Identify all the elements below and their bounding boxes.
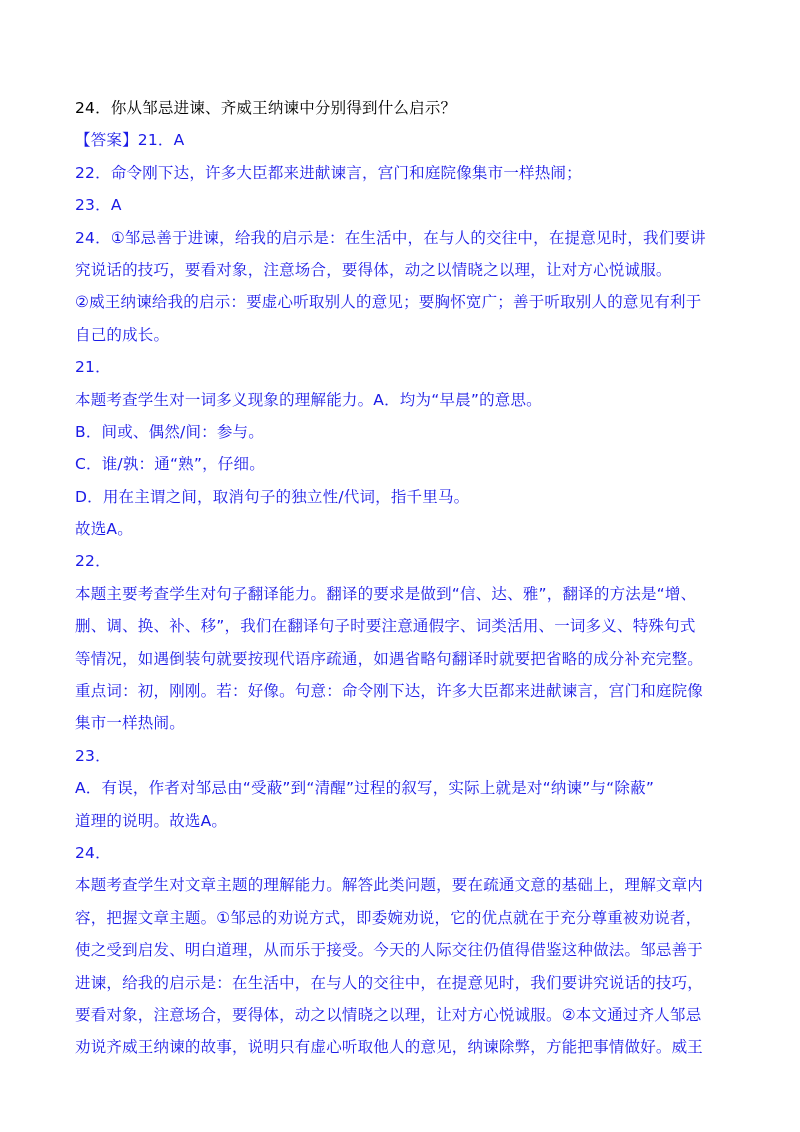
answer-23-line: 23．A — [75, 196, 122, 215]
analysis-23-line-1: A．有误，作者对邹忌由“受蔽”到“清醒”过程的叙写，实际上就是对“纳谏”与“除蔽” — [75, 779, 655, 798]
analysis-21-line-2: B．间或、偶然/间：参与。 — [75, 422, 264, 441]
analysis-21-line-4: D．用在主谓之间，取消句子的独立性/代词，指千里马。 — [75, 487, 470, 506]
answer-header-line: 【答案】21．A — [75, 131, 185, 150]
analysis-22-line-2: 删、调、换、补、移”，我们在翻译句子时要注意通假字、词类活用、一词多义、特殊句式 — [75, 617, 696, 636]
answer-24-line-3: ②威王纳谏给我的启示：要虚心听取别人的意见；要胸怀宽广；善于听取别人的意见有利于 — [75, 293, 702, 312]
analysis-21-line-5: 故选A。 — [75, 520, 133, 539]
analysis-22-heading: 22． — [75, 552, 111, 571]
analysis-24-line-2: 容，把握文章主题。①邹忌的劝说方式，即委婉劝说，它的优点就在于充分尊重被劝说者， — [75, 908, 702, 927]
analysis-21-line-1: 本题考查学生对一词多义现象的理解能力。A．均为“早晨”的意思。 — [75, 390, 542, 409]
answer-24-line-2: 究说话的技巧，要看对象，注意场合，要得体，动之以情晓之以理，让对方心悦诚服。 — [75, 260, 672, 279]
analysis-21-line-3: C．谁/孰：通“熟”，仔细。 — [75, 455, 265, 474]
analysis-22-line-4: 重点词：初，刚刚。若：好像。句意：命令刚下达，许多大臣都来进献谏言，宫门和庭院像 — [75, 682, 704, 701]
analysis-24-line-4: 进谏，给我的启示是：在生活中，在与人的交往中，在提意见时，我们要讲究说话的技巧， — [75, 973, 704, 992]
analysis-24-line-6: 劝说齐威王纳谏的故事，说明只有虚心听取他人的意见，纳谏除弊，方能把事情做好。威王 — [75, 1038, 704, 1057]
question-24-line: 24．你从邹忌进谏、齐威王纳谏中分别得到什么启示？ — [75, 99, 457, 117]
analysis-21-heading: 21． — [75, 358, 111, 377]
analysis-23-heading: 23． — [75, 746, 111, 765]
answer-24-line-1: 24．①邹忌善于进谏，给我的启示是：在生活中，在与人的交往中，在提意见时，我们要讲 — [75, 228, 706, 247]
analysis-24-line-3: 使之受到启发、明白道理，从而乐于接受。今天的人际交往仍值得借鉴这种做法。邹忌善于 — [75, 941, 704, 960]
analysis-24-heading: 24． — [75, 843, 111, 862]
document-body — [75, 92, 735, 1064]
analysis-24-line-1: 本题考查学生对文章主题的理解能力。解答此类问题，要在疏通文意的基础上，理解文章内 — [75, 876, 704, 895]
answer-22-line: 22．命令刚下达，许多大臣都来进献谏言，宫门和庭院像集市一样热闹； — [75, 163, 582, 182]
answer-24-line-4: 自己的成长。 — [75, 325, 170, 344]
analysis-22-line-3: 等情况，如遇倒装句就要按现代语序疏通，如遇省略句翻译时就要把省略的成分补充完整。 — [75, 649, 704, 668]
analysis-23-line-2: 道理的说明。故选A。 — [75, 811, 228, 830]
analysis-22-line-5: 集市一样热闹。 — [75, 714, 185, 733]
analysis-24-line-5: 要看对象，注意场合，要得体，动之以情晓之以理，让对方心悦诚服。②本文通过齐人邹忌 — [75, 1005, 702, 1024]
analysis-22-line-1: 本题主要考查学生对句子翻译能力。翻译的要求是做到“信、达、雅”，翻译的方法是“增、 — [75, 584, 697, 603]
